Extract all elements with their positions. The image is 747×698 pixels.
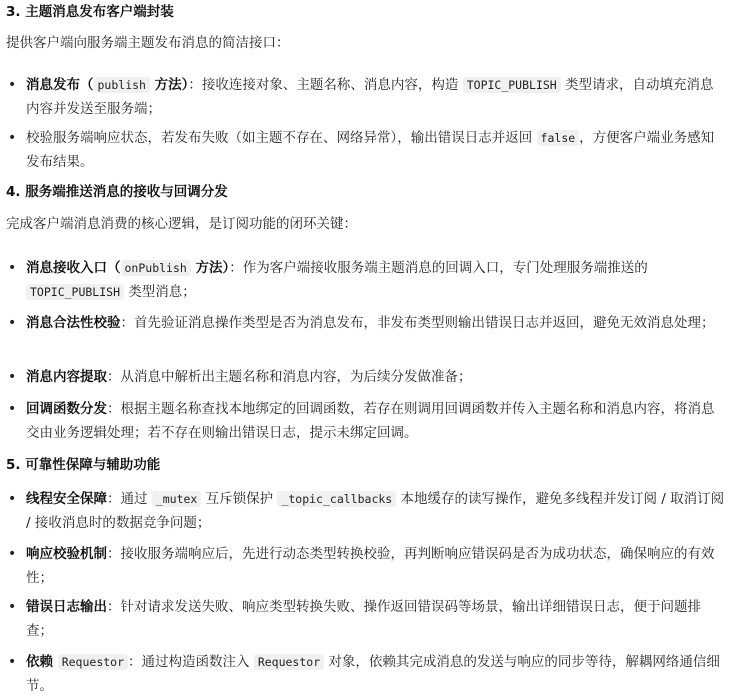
list-item: • 消息发布（ publish 方法）：接收连接对象、主题名称、消息内容，构造 TOPIC_PUBLISH 类型请求，自动填充消息内容并发送至服务端；: [26, 73, 726, 121]
section-5-heading: 5. 可靠性保障与辅助功能: [6, 457, 161, 473]
section-4-heading: 4. 服务端推送消息的接收与回调分发: [6, 184, 228, 200]
inline-code: TOPIC_PUBLISH: [26, 284, 124, 300]
section-3-intro: 提供客户端向服务端主题发布消息的简洁接口：: [6, 35, 290, 51]
list-item: • 消息接收入口（ onPublish 方法）：作为客户端接收服务端主题消息的回调入口，专门处理服务端推送的 TOPIC_PUBLISH 类型消息；: [26, 256, 726, 304]
bullet-icon: •: [8, 599, 17, 615]
bullet-icon: •: [8, 491, 17, 507]
list-item: • 校验服务端响应状态，若发布失败（如主题不存在、网络异常），输出错误日志并返回 false ，方便客户端业务感知发布结果。: [26, 126, 726, 174]
list-item: • 响应校验机制：接收服务端响应后，先进行动态类型转换校验，再判断响应错误码是否为成功状态，确保响应的有效性；: [26, 542, 726, 590]
list-item: • 消息内容提取：从消息中解析出主题名称和消息内容，为后续分发做准备；: [26, 365, 726, 389]
inline-code: _topic_callbacks: [277, 491, 396, 507]
bullet-icon: •: [8, 315, 17, 331]
bullet-icon: •: [8, 260, 17, 276]
bullet-icon: •: [8, 546, 17, 562]
bullet-icon: •: [8, 401, 17, 417]
list-item: • 消息合法性校验：首先验证消息操作类型是否为消息发布，非发布类型则输出错误日志并返回，避免无效消息处理；: [26, 311, 726, 335]
list-item: • 依赖 Requestor ：通过构造函数注入 Requestor 对象，依赖其完成消息的发送与响应的同步等待，解耦网络通信细节。: [26, 650, 726, 698]
bullet-icon: •: [8, 130, 17, 146]
list-item: • 线程安全保障：通过 _mutex 互斥锁保护 _topic_callbacks 本地缓存的读写操作，避免多线程并发订阅 / 取消订阅 / 接收消息时的数据竞争问题；: [26, 487, 726, 535]
inline-code: Requestor: [58, 654, 128, 670]
inline-code: publish: [94, 77, 150, 93]
bullet-icon: •: [8, 77, 17, 93]
list-item: • 回调函数分发：根据主题名称查找本地绑定的回调函数，若存在则调用回调函数并传入主题名称和消息内容，将消息交由业务逻辑处理；若不存在则输出错误日志，提示未绑定回调。: [26, 397, 726, 445]
inline-code: TOPIC_PUBLISH: [463, 77, 561, 93]
section-3-heading: 3. 主题消息发布客户端封装: [6, 4, 174, 20]
inline-code: _mutex: [152, 491, 202, 507]
section-4-intro: 完成客户端消息消费的核心逻辑，是订阅功能的闭环关键：: [6, 216, 357, 232]
bullet-icon: •: [8, 369, 17, 385]
inline-code: false: [537, 130, 580, 146]
inline-code: onPublish: [121, 260, 191, 276]
list-item: • 错误日志输出：针对请求发送失败、响应类型转换失败、操作返回错误码等场景，输出详细错误日志，便于问题排查；: [26, 595, 726, 643]
bullet-icon: •: [8, 654, 17, 670]
inline-code: Requestor: [254, 654, 324, 670]
